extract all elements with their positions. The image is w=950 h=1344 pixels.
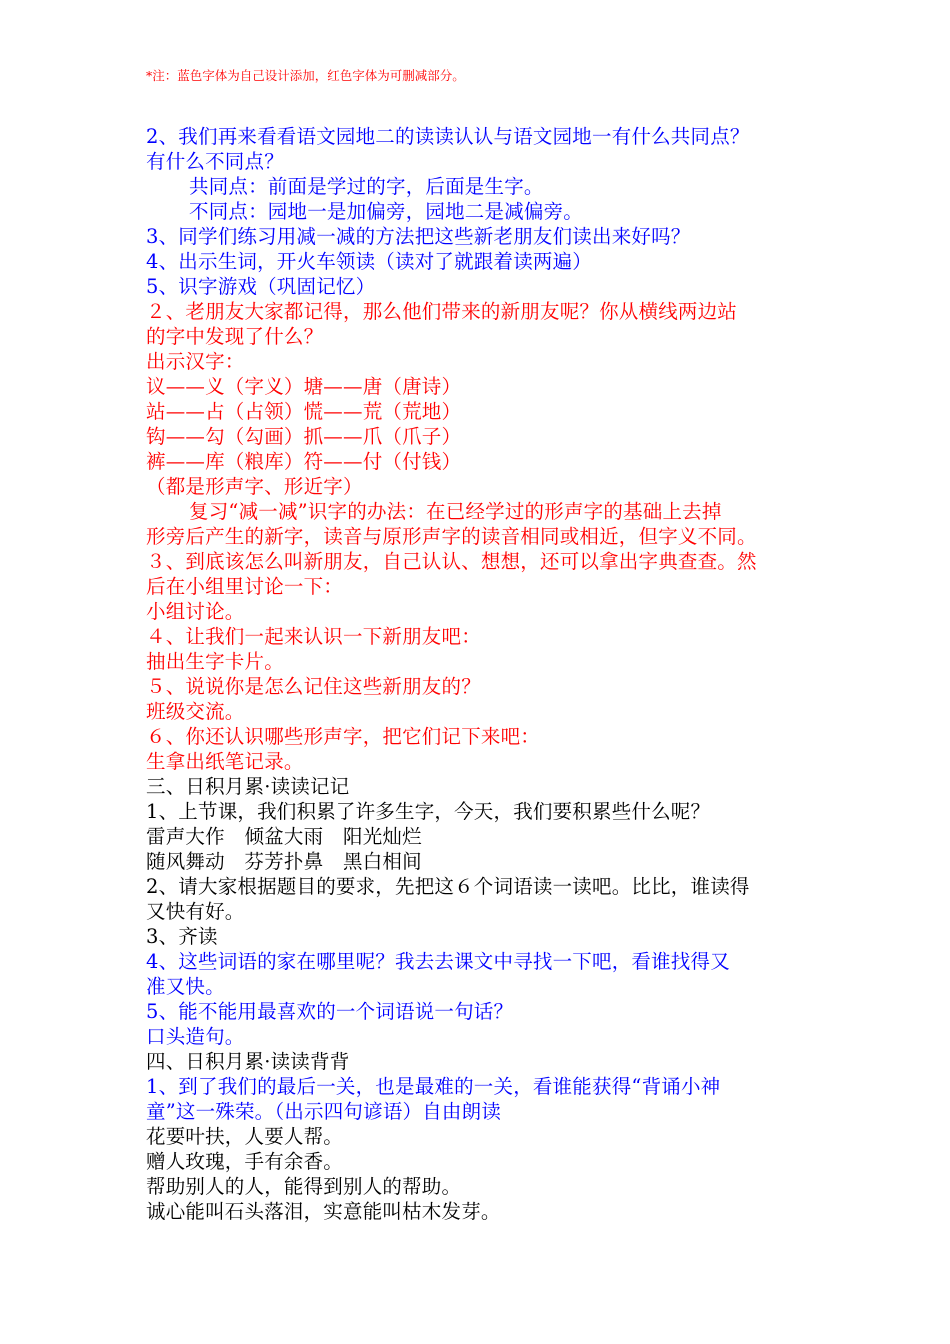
text-line: 童”这一殊荣。（出示四句谚语）自由朗读	[146, 1100, 502, 1123]
text-line: 赠人玫瑰，手有余香。	[146, 1150, 344, 1173]
text-line: 四、日积月累·读读背背	[146, 1050, 350, 1073]
text-line: 抽出生字卡片。	[146, 650, 284, 673]
text-line: 诚心能叫石头落泪，实意能叫枯木发芽。	[146, 1200, 501, 1223]
text-line: ３、到底该怎么叫新朋友，自己认认、想想，还可以拿出字典查查。然	[146, 550, 757, 573]
text-line: 有什么不同点？	[146, 150, 284, 173]
text-line: 又快有好。	[146, 900, 245, 923]
text-line: 4、出示生词，开火车领读（读对了就跟着读两遍）	[146, 250, 593, 273]
text-line: 形旁后产生的新字，读音与原形声字的读音相同或相近，但字义不同。	[146, 525, 757, 548]
text-line: 的字中发现了什么？	[146, 325, 324, 348]
text-line: 雷声大作 倾盆大雨 阳光灿烂	[146, 825, 422, 848]
text-line: 议——义（字义）塘——唐（唐诗）	[146, 375, 462, 398]
text-line: 复习“减一减”识字的办法：在已经学过的形声字的基础上去掉	[189, 500, 722, 523]
text-line: ５、说说你是怎么记住这些新朋友的？	[146, 675, 481, 698]
text-line: 随风舞动 芬芳扑鼻 黑白相间	[146, 850, 422, 873]
text-line: 1、到了我们的最后一关，也是最难的一关，看谁能获得“背诵小神	[146, 1075, 721, 1098]
text-line: 站——占（占领）慌——荒（荒地）	[146, 400, 462, 423]
text-line: ６、你还认识哪些形声字，把它们记下来吧：	[146, 725, 541, 748]
text-line: 裤——库（粮库）符——付（付钱）	[146, 450, 462, 473]
text-line: 不同点：园地一是加偏旁，园地二是减偏旁。	[189, 200, 584, 223]
text-line: 1、上节课，我们积累了许多生字，今天，我们要积累些什么呢？	[146, 800, 711, 823]
text-line: 后在小组里讨论一下：	[146, 575, 344, 598]
text-line: 口头造句。	[146, 1025, 245, 1048]
text-line: 5、识字游戏（巩固记忆）	[146, 275, 376, 298]
text-line: 小组讨论。	[146, 600, 245, 623]
text-line: 5、能不能用最喜欢的一个词语说一句话？	[146, 1000, 514, 1023]
text-line: 花要叶扶，人要人帮。	[146, 1125, 344, 1148]
text-line: ２、老朋友大家都记得，那么他们带来的新朋友呢？你从横线两边站	[146, 300, 738, 323]
text-line: 生拿出纸笔记录。	[146, 750, 304, 773]
text-line: 3、同学们练习用减一减的方法把这些新老朋友们读出来好吗？	[146, 225, 691, 248]
text-line: 2、我们再来看看语文园地二的读读认认与语文园地一有什么共同点？	[146, 125, 750, 148]
text-line: 准又快。	[146, 975, 225, 998]
document-body	[146, 124, 836, 1224]
text-line: 3、齐读	[146, 925, 218, 948]
text-line: ４、让我们一起来认识一下新朋友吧：	[146, 625, 481, 648]
text-line: 2、请大家根据题目的要求，先把这６个词语读一读吧。比比，谁读得	[146, 875, 750, 898]
text-line: 4、这些词语的家在哪里呢？我去去课文中寻找一下吧，看谁找得又	[146, 950, 730, 973]
text-line: 共同点：前面是学过的字，后面是生字。	[189, 175, 544, 198]
text-line: 帮助别人的人，能得到别人的帮助。	[146, 1175, 462, 1198]
text-line: 班级交流。	[146, 700, 245, 723]
text-line: 钩——勾（勾画）抓——爪（爪子）	[146, 425, 462, 448]
design-note: *注：蓝色字体为自己设计添加，红色字体为可删减部分。	[146, 68, 465, 83]
text-line: 三、日积月累·读读记记	[146, 775, 350, 798]
text-line: 出示汉字：	[146, 350, 245, 373]
text-line: （都是形声字、形近字）	[146, 475, 363, 498]
